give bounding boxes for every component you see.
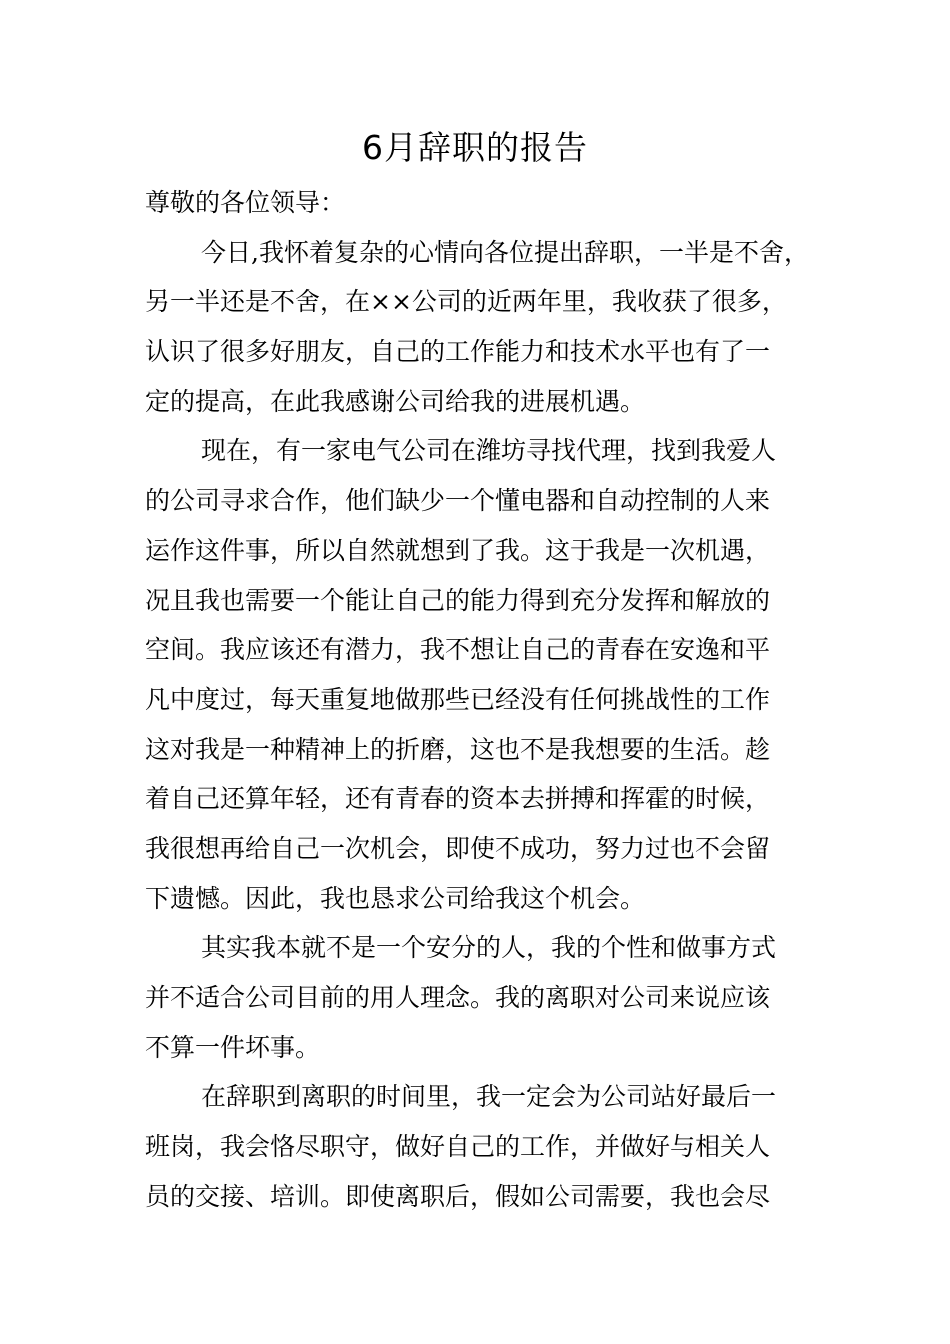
paragraph-line: 认识了很多好朋友，自己的工作能力和技术水平也有了一 xyxy=(145,337,771,367)
paragraph-line: 这对我是一种精神上的折磨，这也不是我想要的生活。趁 xyxy=(145,734,771,764)
paragraph-line: 另一半还是不舍，在××公司的近两年里，我收获了很多， xyxy=(145,287,787,317)
paragraph-line: 下遗憾。因此，我也恳求公司给我这个机会。 xyxy=(145,883,646,913)
paragraph-line: 的公司寻求合作，他们缺少一个懂电器和自动控制的人来 xyxy=(145,486,771,516)
paragraph-line: 班岗，我会恪尽职守，做好自己的工作，并做好与相关人 xyxy=(145,1132,771,1162)
paragraph-line: 空间。我应该还有潜力，我不想让自己的青春在安逸和平 xyxy=(145,635,771,665)
paragraph-line: 况且我也需要一个能让自己的能力得到充分发挥和解放的 xyxy=(145,585,771,615)
paragraph-line: 员的交接、培训。即使离职后，假如公司需要，我也会尽 xyxy=(145,1181,771,1211)
paragraph-line: 定的提高，在此我感谢公司给我的进展机遇。 xyxy=(145,386,646,416)
paragraph-line: 在辞职到离职的时间里，我一定会为公司站好最后一 xyxy=(201,1082,777,1112)
page-title: 6月辞职的报告 xyxy=(362,128,588,167)
paragraph-line: 着自己还算年轻，还有青春的资本去拼搏和挥霍的时候， xyxy=(145,784,771,814)
paragraph-line: 凡中度过，每天重复地做那些已经没有任何挑战性的工作 xyxy=(145,684,771,714)
salutation: 尊敬的各位领导： xyxy=(145,188,346,217)
paragraph-line: 其实我本就不是一个安分的人，我的个性和做事方式 xyxy=(201,933,777,963)
paragraph-line: 现在，有一家电气公司在潍坊寻找代理，找到我爱人 xyxy=(201,436,777,466)
paragraph-line: 并不适合公司目前的用人理念。我的离职对公司来说应该 xyxy=(145,983,771,1012)
paragraph-line: 不算一件坏事。 xyxy=(145,1032,321,1062)
paragraph-line: 运作这件事，所以自然就想到了我。这于我是一次机遇， xyxy=(145,535,771,565)
letter-body xyxy=(145,178,815,1221)
paragraph-line: 今日,我怀着复杂的心情向各位提出辞职，一半是不舍， xyxy=(201,237,809,267)
paragraph-line: 我很想再给自己一次机会，即使不成功，努力过也不会留 xyxy=(145,833,771,863)
